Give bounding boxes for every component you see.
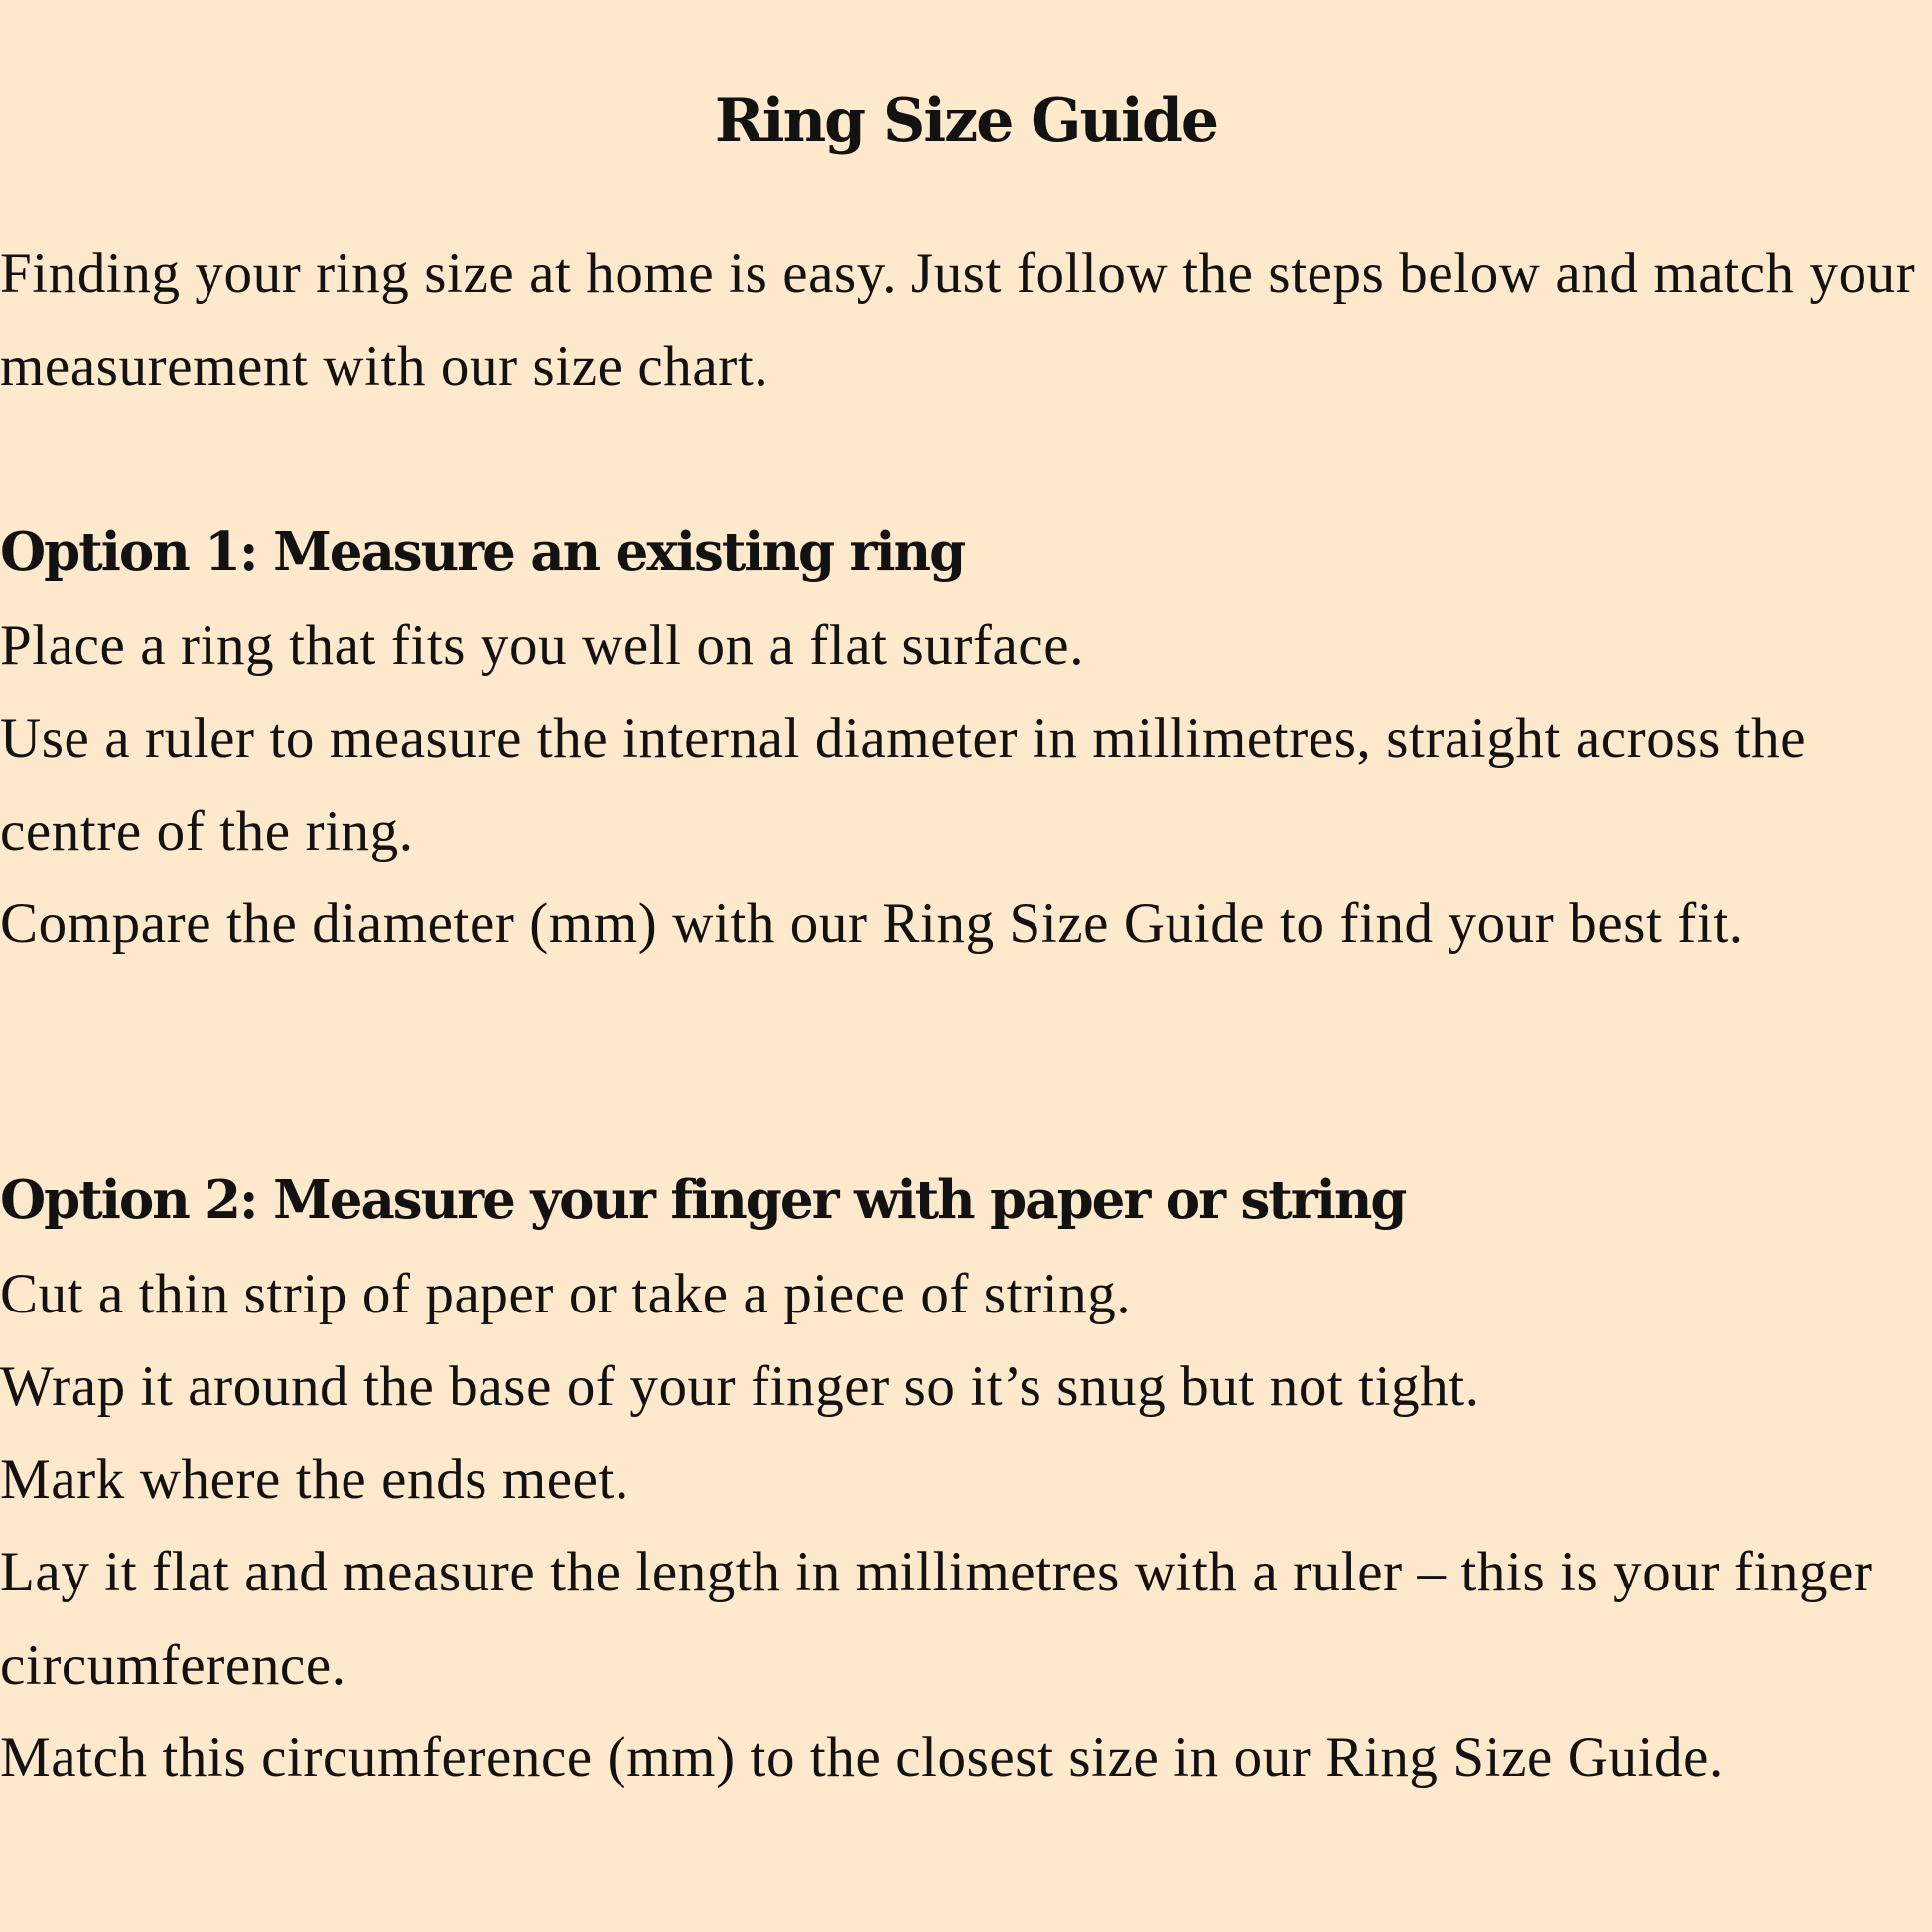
option-1-section xyxy=(0,506,1926,971)
option-1-step: Use a ruler to measure the internal diameter in millimetres, straight across the centre of the ring. xyxy=(0,707,1807,863)
option-2-heading: Option 2: Measure your finger with paper or string xyxy=(0,1170,1406,1231)
option-2-step: Match this circumference (mm) to the closest size in our Ring Size Guide. xyxy=(0,1726,1724,1789)
option-1-step: Place a ring that fits you well on a flat surface. xyxy=(0,614,1085,677)
option-1-steps xyxy=(0,600,1926,971)
option-1-step: Compare the diameter (mm) with our Ring Size Guide to find your best fit. xyxy=(0,893,1744,955)
option-1-heading: Option 1: Measure an existing ring xyxy=(0,521,965,583)
option-2-step: Wrap it around the base of your finger so it’s snug but not tight. xyxy=(0,1355,1480,1418)
page-title: Ring Size Guide xyxy=(714,86,1218,156)
option-2-step: Lay it flat and measure the length in millimetres with a ruler – this is your finger circumference. xyxy=(0,1541,1873,1697)
option-2-section xyxy=(0,1155,1926,1805)
option-2-steps xyxy=(0,1248,1926,1805)
option-2-step: Mark where the ends meet. xyxy=(0,1448,629,1511)
intro-paragraph: Finding your ring size at home is easy. Just follow the steps below and match your measurement with our size chart. xyxy=(0,242,1916,398)
option-2-step: Cut a thin strip of paper or take a piece of string. xyxy=(0,1262,1132,1325)
